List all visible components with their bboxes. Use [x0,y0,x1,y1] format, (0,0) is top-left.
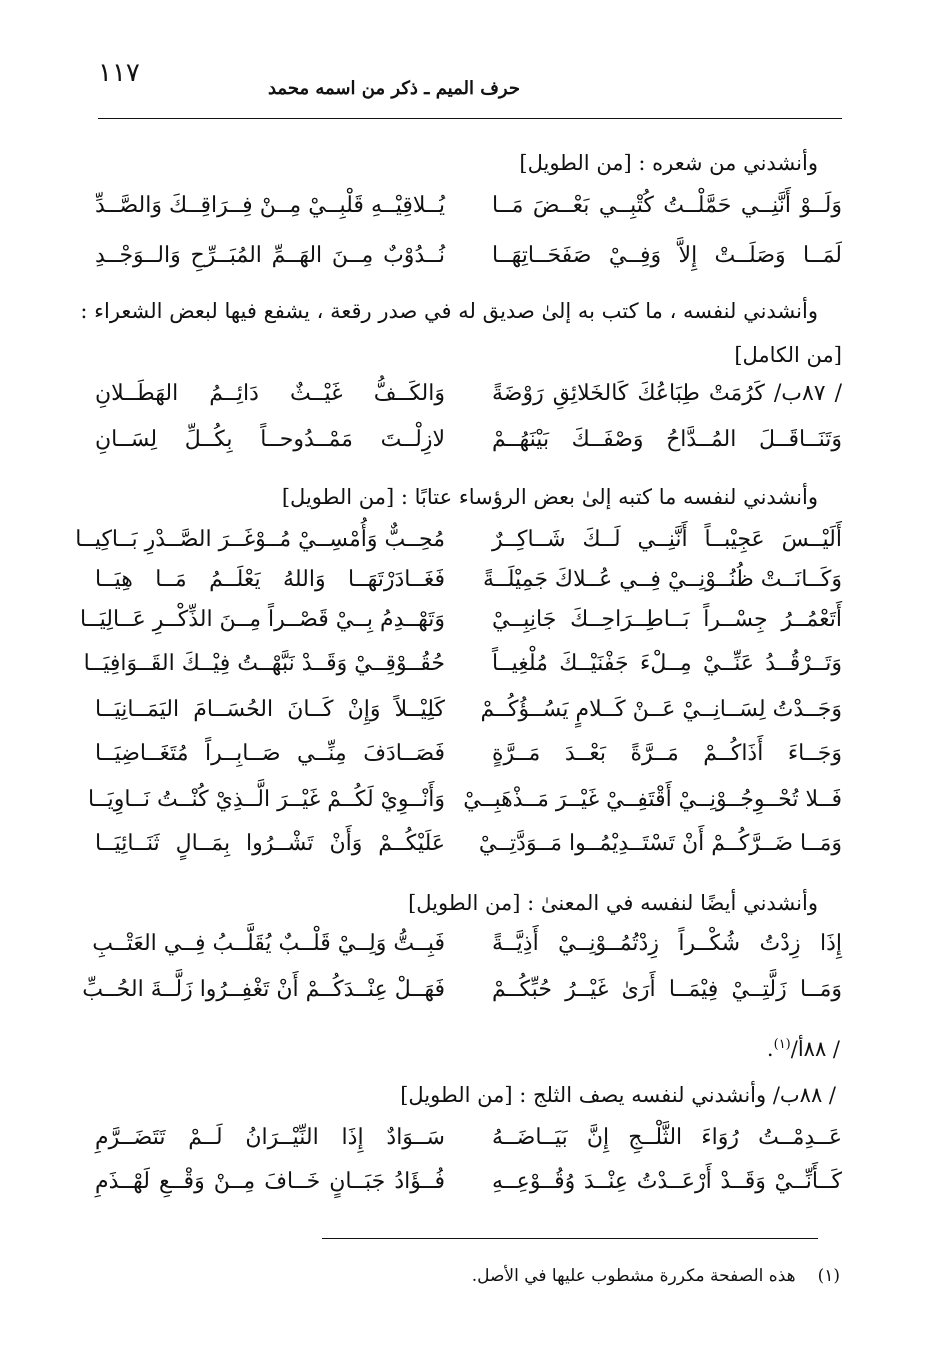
verse-second-hemistich: لازِلْــتَ مَمْــدُوحــاً بِكُــلِّ لِسَــانِ [95,427,445,452]
header-rule [98,118,842,119]
verse-line [95,824,842,864]
verse-second-hemistich: وَالكَــفُّ غَيْــثٌ دَائِــمُ الهَطَــلانِ [95,381,445,406]
verse-second-hemistich: فُــؤَادُ جَبَــانٍ خَــافَ مِــنْ وَقْــعِ لَهْــذَمِ [95,1169,445,1194]
verse-line [83,644,842,684]
verse-first-hemistich: فَــلا تُحْــوِجُــوْنِــيْ أَقْتَفِــيْ غَيْــرَ مَــذْهَبِــيْ [463,787,842,812]
verse-first-hemistich: وَتَنَــاقَــلَ المُــدَّاحُ وَصْفَــكَ بَيْنَهُــمْ [492,427,842,452]
verse-line [95,1162,842,1202]
verse-first-hemistich: عَــدِمْــتُ رُوَاءَ الثَّلْــجِ إِنَّ بَيَــاضَــهُ [492,1125,842,1150]
section-intro: وأنشدني من شعره : [من الطويل] [519,151,818,175]
verse-second-hemistich: سَــوَادٌ إِذَا النِّيْــرَانُ لَــمْ تَتَضَــرَّمِ [95,1125,445,1150]
verse-second-hemistich: عَلَيْكُــمْ وَأَنْ تَشْــرُوا بِمَــالٍ ثَنَــائِيَــا [95,831,445,856]
verse-second-hemistich: نُــدُوْبٌ مِــنَ الهَــمِّ المُبَــرِّحِ وَالــوَجْــدِ [95,243,445,268]
verse-first-hemistich: وَكَــانَــتْ ظُنُــوْنِــيْ فِــي عُــلاكَ جَمِيْلَــةً [483,567,842,592]
verse-first-hemistich: وَجَــدْتُ لِسَــانِــيْ عَــنْ كَــلامٍ يَسُــؤُكُــمْ [480,697,842,722]
verse-line [95,1118,842,1158]
verse-second-hemistich: فَهَــلْ عِنْــدَكُــمْ أَنْ تَغْفِــرُوا زَلَّــةَ الحُــبِّ [82,977,445,1002]
section-intro: وأنشدني لنفسه ما كتبه إلىٰ بعض الرؤساء عتابًا : [من الطويل] [281,485,818,509]
verse-second-hemistich: كَلِيْــلاً وَإِنْ كَــانَ الحُسَــامَ اليَمَــانِيَــا [95,697,445,722]
verse-second-hemistich: حُقُــوْقِــيْ وَقَــدْ نَبَّهْــتُ فِيْــكَ القَــوَافِيَــا [83,651,445,676]
page-number: ١١٧ [98,58,140,88]
verse-line [95,560,842,600]
verse-first-hemistich: لَمَــا وَصَلَــتْ إِلاَّ وَفِــيْ صَفَحَــاتِهَــا [492,243,842,268]
verse-line [82,970,842,1010]
verse-first-hemistich: / ٨٧ب/ كَرُمَتْ طِبَاعُكَ كَالخَلائِقِ رَوْضَةً [492,381,842,406]
verse-first-hemistich: وَجَــاءَ أَذَاكُــمْ مَــرَّةً بَعْــدَ مَــرَّةٍ [492,741,842,766]
verse-second-hemistich: فَبِــتُّ وَلِــيْ قَلْــبٌ يُقَلَّــبُ فِــي العَتْــبِ [92,931,445,956]
verse-first-hemistich: إِذَا زِدْتُ شُكْــراً زِدْتُمُــوْنِــيْ أَذِيَّــةً [492,931,842,956]
footnote-number: (١) [817,1266,840,1286]
folio-number: / ٨٨أ/ [790,1037,840,1061]
verse-line [80,600,842,640]
verse-line [95,690,842,730]
verse-first-hemistich: كَــأَنِّــيْ وَقَــدْ أَرْعَــدْتُ عِنْــدَ وُقُــوْعِــهِ [492,1169,842,1194]
footnote [98,1263,840,1289]
verse-line [95,734,842,774]
footnote-rule [322,1238,818,1239]
verse-first-hemistich: وَمَــا زَلَّتِــيْ فِيْمَــا أَرَىٰ غَيْــرُ حُبِّكُــمْ [492,977,842,1002]
folio-marker: / ٨٨أ/$^{(١)}$. [766,1037,840,1061]
section-intro: وأنشدني لنفسه ، ما كتب به إلىٰ صديق له في صدر رقعة ، يشفع فيها لبعض الشعراء : [80,299,818,323]
verse-second-hemistich: يُــلاقِيْــهِ قَلْبِــيْ مِــنْ فِــرَاقِــكَ وَالصَّــدِّ [95,193,445,218]
verse-second-hemistich: مُحِــبٌّ وَأُمْسِــيْ مُــوْغَــرَ الصَّــدْرِ بَــاكِيــا [75,527,445,552]
section-intro: وأنشدني أيضًا لنفسه في المعنىٰ : [من الطويل] [408,891,818,915]
footnote-text: هذه الصفحة مكررة مشطوب عليها في الأصل. [471,1266,796,1286]
verse-second-hemistich: وَتَهْــدِمُ بِــيْ قَصْــراً مِــنَ الذِّكْــرِ عَــالِيَــا [80,607,445,632]
footnote-reference: (١) [773,1037,791,1052]
verse-line [95,186,842,226]
running-title: حرف الميم ـ ذكر من اسمه محمد [267,78,520,99]
verse-first-hemistich: أَلَيْــسَ عَجِيْبــاً أَنَّنِــي لَــكَ شَــاكِــرٌ [492,527,842,552]
verse-line [88,780,842,820]
verse-first-hemistich: وَتَــرْقُــدُ عَنِّــيْ مِــلْءَ جَفْنَيْــكَ مُلْغِيــاً [492,651,842,676]
verse-second-hemistich: وَأَنْــوِيْ لَكُــمْ غَيْــرَ الَّــذِيْ كُنْــتُ نَــاوِيَــا [88,787,445,812]
meter-label: [من الكامل] [734,343,842,367]
verse-first-hemistich: وَمَــا ضَــرَّكُــمْ أَنْ تَسْتَــدِيْمُــوا مَــوَدَّتِــيْ [478,831,842,856]
verse-first-hemistich: وَلَــوْ أَنَّنِــي حَمَّلْــتُ كُتْبِــي بَعْــضَ مَــا [492,193,842,218]
verse-second-hemistich: فَغَــادَرْتَهَــا وَاللهُ يَعْلَــمُ مَــا هِيَــا [95,567,445,592]
section-intro: / ٨٨ب/ وأنشدني لنفسه يصف الثلج : [من الطويل] [400,1083,836,1107]
verse-first-hemistich: أَتَعْمُــرُ جِسْــراً بَــاطِــرَاحِــكَ جَانِبِــيْ [492,607,842,632]
verse-line [75,520,842,560]
verse-line [95,236,842,276]
verse-line [92,924,842,964]
verse-second-hemistich: فَصَــادَفَ مِنِّــي صَــابِــراً مُتَغَــاضِيَــا [95,741,445,766]
verse-line [95,420,842,460]
verse-line [95,374,842,414]
